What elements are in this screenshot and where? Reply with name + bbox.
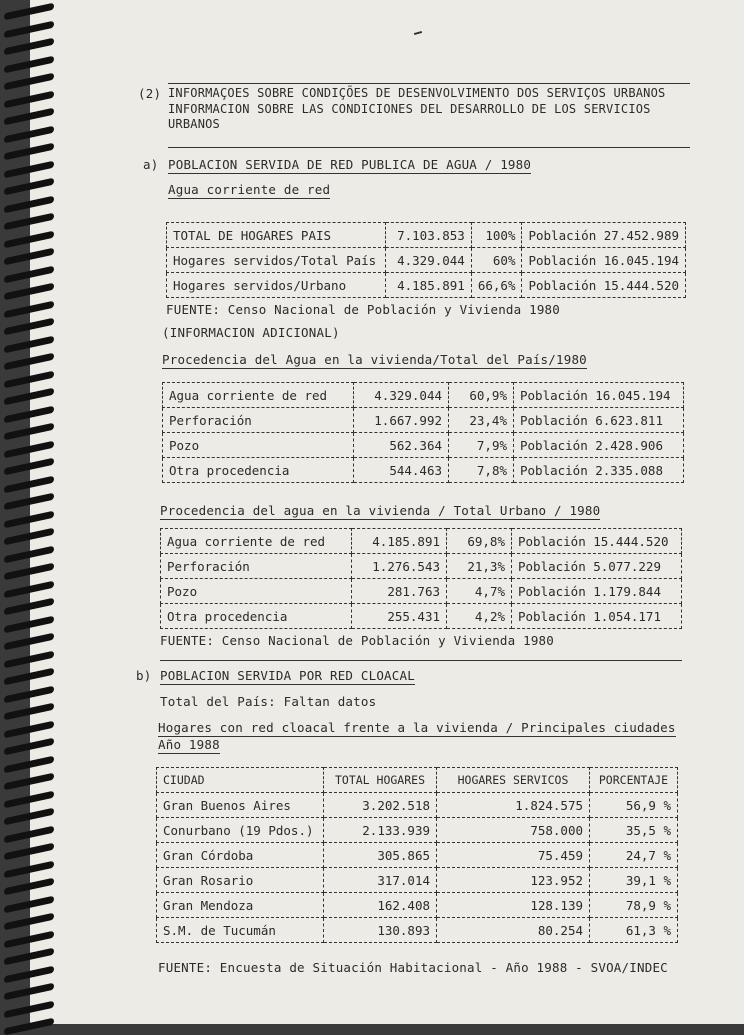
table-cell: 35,5 % — [590, 818, 678, 843]
water-households-table — [166, 222, 686, 298]
table-cell: 1.276.543 — [352, 554, 447, 579]
table-cell: Población 1.179.844 — [512, 579, 682, 604]
table-cell: 75.459 — [437, 843, 590, 868]
section-b-line-3: Año 1988 — [158, 737, 220, 752]
spiral-ring — [4, 720, 54, 738]
table-cell: 23,4% — [449, 408, 514, 433]
table-cell: Población 1.054.171 — [512, 604, 682, 629]
source-3: FUENTE: Censo Nacional de Población y Vivienda 1980 — [160, 633, 555, 648]
table-row — [167, 273, 686, 298]
spiral-ring — [4, 160, 54, 178]
table-cell: Otra procedencia — [161, 604, 352, 629]
spiral-ring — [4, 615, 54, 633]
table-row — [163, 408, 684, 433]
spiral-ring — [4, 370, 54, 388]
spiral-ring — [4, 755, 54, 773]
spiral-ring — [4, 108, 54, 126]
spiral-ring — [4, 405, 54, 423]
table-row — [161, 529, 682, 554]
table-cell: 4.329.044 — [385, 248, 471, 273]
table-cell: Conurbano (19 Pdos.) — [157, 818, 324, 843]
table-cell: 255.431 — [352, 604, 447, 629]
table-cell: 7,9% — [449, 433, 514, 458]
section-a-subtitle-3: Procedencia del agua en la vivienda / Total Urbano / 1980 — [160, 503, 601, 518]
spiral-ring — [4, 930, 54, 948]
table-cell: 4,2% — [447, 604, 512, 629]
spiral-ring — [4, 878, 54, 896]
spiral-ring — [4, 738, 54, 756]
table-cell: Perforación — [163, 408, 354, 433]
spiral-ring — [4, 248, 54, 266]
spiral-ring — [4, 423, 54, 441]
table-cell: 128.139 — [437, 893, 590, 918]
section-divider — [160, 660, 682, 661]
spiral-ring — [4, 335, 54, 353]
spiral-ring — [4, 493, 54, 511]
spiral-ring — [4, 125, 54, 143]
table-cell: Gran Rosario — [157, 868, 324, 893]
table-cell: Gran Córdoba — [157, 843, 324, 868]
water-source-total-table — [162, 382, 684, 483]
spiral-ring — [4, 90, 54, 108]
spiral-ring — [4, 913, 54, 931]
table-cell: 21,3% — [447, 554, 512, 579]
table-cell: Población 16.045.194 — [514, 383, 684, 408]
table-cell: 60,9% — [449, 383, 514, 408]
table-cell: Pozo — [161, 579, 352, 604]
spiral-ring — [4, 633, 54, 651]
table-row — [163, 433, 684, 458]
table-row — [163, 383, 684, 408]
table-header-cell: TOTAL HOGARES — [324, 768, 437, 793]
section-b-line-2: Hogares con red cloacal frente a la vivienda / Principales ciudades — [158, 720, 676, 735]
section-a-subtitle-2: Procedencia del Agua en la vivienda/Total del País/1980 — [162, 352, 587, 367]
table-cell: 562.364 — [354, 433, 449, 458]
spiral-ring — [4, 563, 54, 581]
table-cell: Gran Mendoza — [157, 893, 324, 918]
table-cell: 7.103.853 — [385, 223, 471, 248]
spiral-ring — [4, 528, 54, 546]
source-1: FUENTE: Censo Nacional de Población y Vivienda 1980 — [166, 302, 561, 317]
table-row — [157, 893, 678, 918]
spiral-ring — [4, 143, 54, 161]
table-cell: 544.463 — [354, 458, 449, 483]
spiral-ring — [4, 265, 54, 283]
table-cell: 7,8% — [449, 458, 514, 483]
table-cell: 39,1 % — [590, 868, 678, 893]
spiral-ring — [4, 703, 54, 721]
table-cell: Perforación — [161, 554, 352, 579]
table-cell: 66,6% — [471, 273, 522, 298]
spiral-ring — [4, 388, 54, 406]
table-cell: 4,7% — [447, 579, 512, 604]
table-row — [157, 843, 678, 868]
table-cell: Población 15.444.520 — [522, 273, 686, 298]
table-row — [163, 458, 684, 483]
table-cell: Gran Buenos Aires — [157, 793, 324, 818]
header-rule-bottom — [168, 147, 690, 148]
spiral-ring — [4, 860, 54, 878]
table-cell: Pozo — [163, 433, 354, 458]
table-cell: Población 15.444.520 — [512, 529, 682, 554]
table-cell: 4.185.891 — [385, 273, 471, 298]
table-cell: Población 2.428.906 — [514, 433, 684, 458]
table-cell: Población 16.045.194 — [522, 248, 686, 273]
spiral-ring — [4, 213, 54, 231]
table-row — [161, 604, 682, 629]
spiral-ring — [4, 38, 54, 56]
table-row — [157, 868, 678, 893]
table-cell: 2.133.939 — [324, 818, 437, 843]
spiral-ring — [4, 73, 54, 91]
table-cell: Hogares servidos/Urbano — [167, 273, 386, 298]
spiral-ring — [4, 773, 54, 791]
spiral-ring — [4, 178, 54, 196]
table-cell: 305.865 — [324, 843, 437, 868]
spiral-ring — [4, 353, 54, 371]
section-a-subtitle: Agua corriente de red — [168, 182, 331, 197]
header-line-2: INFORMACION SOBRE LAS CONDICIONES DEL DESARROLLO DE LOS SERVICIOS — [168, 102, 651, 116]
spiral-ring — [4, 510, 54, 528]
spiral-ring — [4, 195, 54, 213]
table-cell: 3.202.518 — [324, 793, 437, 818]
section-b-letter: b) — [136, 668, 152, 683]
spiral-ring — [4, 3, 54, 21]
table-row — [161, 579, 682, 604]
spiral-ring — [4, 300, 54, 318]
table-cell: 1.667.992 — [354, 408, 449, 433]
table-cell: S.M. de Tucumán — [157, 918, 324, 943]
table-cell: 100% — [471, 223, 522, 248]
table-cell: 162.408 — [324, 893, 437, 918]
table-row — [167, 248, 686, 273]
spiral-binding — [0, 0, 60, 1024]
table-row — [161, 554, 682, 579]
table-row — [157, 793, 678, 818]
header-number: (2) — [138, 86, 162, 101]
spiral-ring — [4, 808, 54, 826]
table-cell: Agua corriente de red — [163, 383, 354, 408]
table-cell: Población 2.335.088 — [514, 458, 684, 483]
table-cell: Otra procedencia — [163, 458, 354, 483]
section-b-title: POBLACION SERVIDA POR RED CLOACAL — [160, 668, 415, 683]
table-cell: Población 5.077.229 — [512, 554, 682, 579]
spiral-ring — [4, 1000, 54, 1018]
table-row — [157, 818, 678, 843]
header-rule-top — [168, 83, 690, 84]
spiral-ring — [4, 1018, 54, 1035]
section-a-letter: a) — [143, 157, 159, 172]
section-b-line-1: Total del País: Faltan datos — [160, 694, 377, 709]
spiral-ring — [4, 458, 54, 476]
table-cell: 123.952 — [437, 868, 590, 893]
spiral-ring — [4, 843, 54, 861]
spiral-ring — [4, 948, 54, 966]
table-header-cell: HOGARES SERVICOS — [437, 768, 590, 793]
header-line-3: URBANOS — [168, 117, 220, 131]
table-cell: 61,3 % — [590, 918, 678, 943]
header-line-1: INFORMAÇOES SOBRE CONDIÇÕES DE DESENVOLVIMENTO DOS SERVIÇOS URBANOS — [168, 86, 666, 100]
table-cell: 1.824.575 — [437, 793, 590, 818]
table-row — [157, 918, 678, 943]
table-cell: 78,9 % — [590, 893, 678, 918]
spiral-ring — [4, 983, 54, 1001]
spiral-ring — [4, 790, 54, 808]
table-cell: 130.893 — [324, 918, 437, 943]
table-cell: 24,7 % — [590, 843, 678, 868]
table-cell: 317.014 — [324, 868, 437, 893]
table-cell: Hogares servidos/Total País — [167, 248, 386, 273]
spiral-ring — [4, 318, 54, 336]
source-b: FUENTE: Encuesta de Situación Habitacional - Año 1988 - SVOA/INDEC — [158, 960, 668, 975]
table-cell: 281.763 — [352, 579, 447, 604]
table-cell: 4.185.891 — [352, 529, 447, 554]
spiral-ring — [4, 825, 54, 843]
spiral-ring — [4, 545, 54, 563]
spiral-ring — [4, 895, 54, 913]
spiral-ring — [4, 650, 54, 668]
spiral-ring — [4, 965, 54, 983]
table-cell: Población 27.452.989 — [522, 223, 686, 248]
table-cell: TOTAL DE HOGARES PAIS — [167, 223, 386, 248]
table-cell: Población 6.623.811 — [514, 408, 684, 433]
spiral-ring — [4, 55, 54, 73]
table-cell: 60% — [471, 248, 522, 273]
section-a-title: POBLACION SERVIDA DE RED PUBLICA DE AGUA / 1980 — [168, 157, 532, 172]
table-cell: 80.254 — [437, 918, 590, 943]
spiral-ring — [4, 20, 54, 38]
table-header-cell: PORCENTAJE — [590, 768, 678, 793]
table-header-row — [157, 768, 678, 793]
spiral-ring — [4, 685, 54, 703]
table-cell: Agua corriente de red — [161, 529, 352, 554]
water-source-urban-table — [160, 528, 682, 629]
spiral-ring — [4, 283, 54, 301]
table-cell: 56,9 % — [590, 793, 678, 818]
table-cell: 4.329.044 — [354, 383, 449, 408]
spiral-ring — [4, 230, 54, 248]
spiral-ring — [4, 440, 54, 458]
table-cell: 758.000 — [437, 818, 590, 843]
info-adicional: (INFORMACION ADICIONAL) — [162, 325, 340, 340]
sewer-cities-table — [156, 767, 678, 943]
spiral-ring — [4, 668, 54, 686]
spiral-ring — [4, 580, 54, 598]
table-cell: 69,8% — [447, 529, 512, 554]
spiral-ring — [4, 475, 54, 493]
table-header-cell: CIUDAD — [157, 768, 324, 793]
table-row — [167, 223, 686, 248]
spiral-ring — [4, 598, 54, 616]
